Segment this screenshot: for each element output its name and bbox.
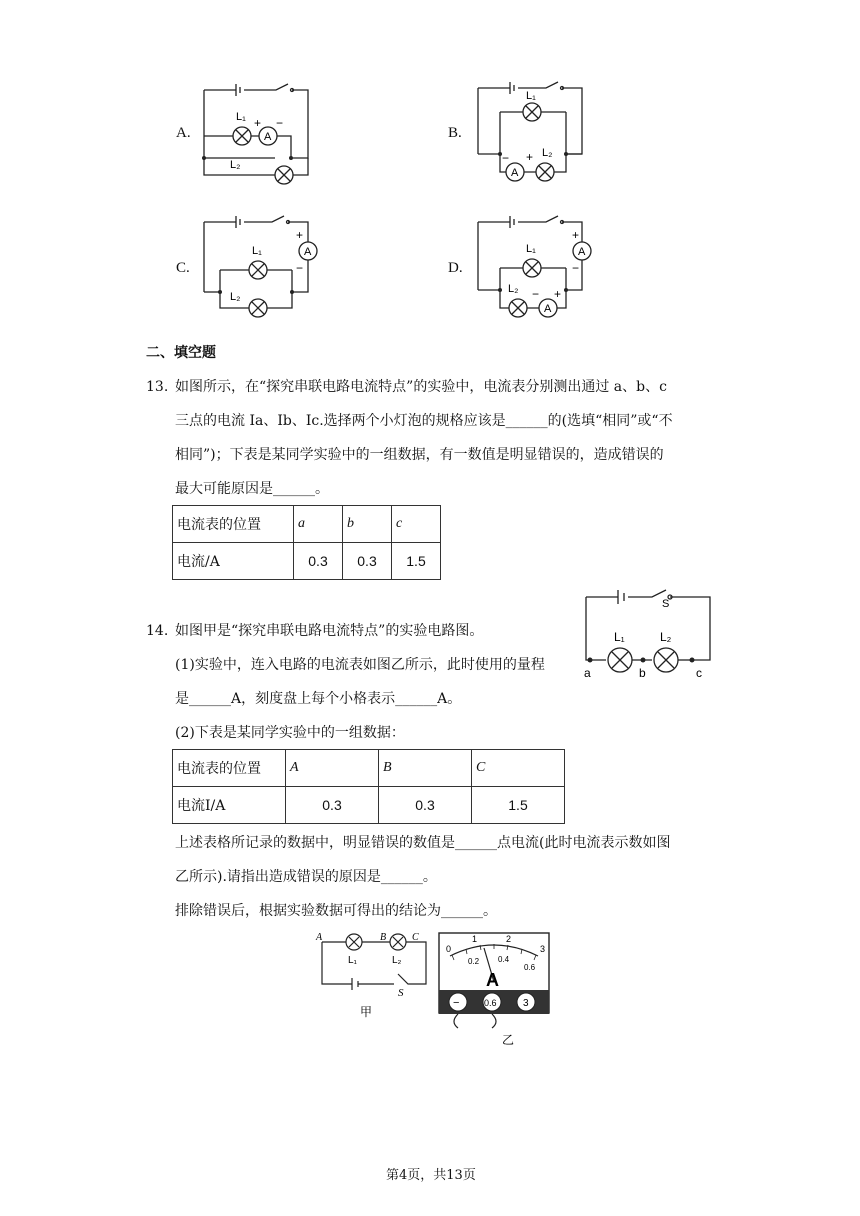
table-cell: a bbox=[294, 506, 343, 543]
table-cell: A bbox=[286, 750, 379, 787]
scale-0-label: 0 bbox=[446, 944, 452, 954]
l1-label: L₁ bbox=[252, 245, 262, 257]
plus-label: + bbox=[526, 150, 534, 164]
table-cell: 电流表的位置 bbox=[173, 506, 294, 543]
q14-line1: 如图甲是“探究串联电路电流特点”的实验电路图。 bbox=[175, 623, 484, 639]
q14-table bbox=[172, 749, 565, 824]
option-b-label: B. bbox=[448, 125, 462, 141]
table-cell: 0.3 bbox=[343, 543, 392, 580]
table-cell: 电流/A bbox=[173, 543, 294, 580]
q13-line4: 最大可能原因是______。 bbox=[175, 481, 329, 497]
table-cell: c bbox=[392, 506, 441, 543]
page-footer: 第4页，共13页 bbox=[386, 1168, 476, 1183]
l1-label: L₁ bbox=[236, 111, 246, 123]
q14-line2: (1)实验中，连入电路的电流表如图乙所示，此时使用的量程 bbox=[175, 657, 545, 673]
table-row bbox=[173, 506, 441, 543]
l2-label: L₂ bbox=[542, 147, 553, 159]
scale-06-label: 0.6 bbox=[524, 963, 536, 972]
ammeter-label-2: A bbox=[544, 303, 552, 315]
ammeter-label: A bbox=[511, 167, 519, 179]
table-cell: B bbox=[379, 750, 472, 787]
figure-yi-label: 乙 bbox=[502, 1033, 515, 1047]
ammeter-label: A bbox=[578, 246, 586, 258]
ammeter-yi-figure bbox=[436, 930, 556, 1048]
terminal-06-label: 0.6 bbox=[484, 998, 497, 1008]
scale-1-label: 1 bbox=[472, 934, 478, 944]
option-a-label: A. bbox=[176, 125, 191, 141]
q14-line5: 上述表格所记录的数据中，明显错误的数值是______点电流(此时电流表示数如图 bbox=[175, 835, 671, 851]
switch-label: S bbox=[398, 987, 404, 999]
terminal-3-label: 3 bbox=[523, 998, 529, 1009]
terminal-minus-label: − bbox=[453, 997, 460, 1009]
point-c-label: c bbox=[696, 666, 702, 680]
q13-line2: 三点的电流 Ia、Ib、Ic.选择两个小灯泡的规格应该是______的(选填“相同”或“不 bbox=[175, 413, 673, 429]
minus-label: − bbox=[276, 116, 284, 130]
q14-line6: 乙所示).请指出造成错误的原因是______。 bbox=[175, 869, 437, 885]
table-cell: 电流I/A bbox=[173, 787, 286, 824]
ammeter-symbol: A bbox=[486, 970, 499, 990]
table-row bbox=[173, 543, 441, 580]
table-row bbox=[173, 750, 565, 787]
q13-line1: 如图所示，在“探究串联电路电流特点”的实验中，电流表分别测出通过 a、b、c bbox=[175, 379, 667, 395]
l1-label: L₁ bbox=[614, 630, 625, 644]
q13-line3: 相同”)；下表是某同学实验中的一组数据，有一数值是明显错误的，造成错误的 bbox=[175, 447, 664, 463]
table-cell: 1.5 bbox=[472, 787, 565, 824]
l2-label: L₂ bbox=[230, 159, 241, 171]
l2-label: L₂ bbox=[392, 955, 402, 966]
l2-label: L₂ bbox=[508, 283, 519, 295]
table-row bbox=[173, 787, 565, 824]
table-cell: C bbox=[472, 750, 565, 787]
table-cell: 0.3 bbox=[286, 787, 379, 824]
table-cell: 0.3 bbox=[294, 543, 343, 580]
plus-label-2: + bbox=[554, 287, 562, 301]
option-c-label: C. bbox=[176, 260, 190, 276]
plus-label: + bbox=[254, 116, 262, 130]
option-a-circuit bbox=[196, 80, 316, 188]
ammeter-label: A bbox=[264, 131, 272, 143]
q14-line7: 排除错误后，根据实验数据可得出的结论为______。 bbox=[175, 903, 497, 919]
q13-number: 13. bbox=[146, 379, 169, 395]
scale-2-label: 2 bbox=[506, 934, 512, 944]
scale-02-label: 0.2 bbox=[468, 957, 480, 966]
ammeter-label: A bbox=[304, 246, 312, 258]
l1-label: L₁ bbox=[348, 955, 357, 966]
table-cell: 0.3 bbox=[379, 787, 472, 824]
minus-label-2: − bbox=[532, 287, 540, 301]
option-b-circuit bbox=[470, 78, 590, 190]
point-a-label: a bbox=[584, 666, 591, 680]
table-cell: 电流表的位置 bbox=[173, 750, 286, 787]
minus-label: − bbox=[296, 261, 304, 275]
l1-label: L₁ bbox=[526, 243, 536, 255]
q13-table bbox=[172, 505, 441, 580]
scale-3-label: 3 bbox=[540, 944, 546, 954]
series-circuit-figure bbox=[580, 585, 715, 680]
point-B-label: B bbox=[380, 932, 387, 943]
q14-line4: (2)下表是某同学实验中的一组数据： bbox=[175, 725, 405, 741]
point-A-label: A bbox=[316, 932, 323, 943]
circuit-jia-figure bbox=[314, 928, 434, 1023]
point-C-label: C bbox=[412, 932, 419, 943]
q14-number: 14. bbox=[146, 623, 169, 639]
option-c-circuit bbox=[196, 212, 326, 324]
l1-label: L₁ bbox=[526, 90, 536, 102]
point-b-label: b bbox=[639, 666, 646, 680]
table-cell: b bbox=[343, 506, 392, 543]
figure-jia-label: 甲 bbox=[360, 1005, 373, 1019]
minus-label: − bbox=[572, 261, 580, 275]
l2-label: L₂ bbox=[660, 630, 672, 644]
plus-label: + bbox=[296, 228, 304, 242]
option-d-circuit bbox=[470, 212, 600, 324]
section-title: 二、填空题 bbox=[146, 345, 216, 361]
minus-label: − bbox=[502, 151, 510, 165]
option-d-label: D. bbox=[448, 260, 463, 276]
q14-line3: 是______A，刻度盘上每个小格表示______A。 bbox=[175, 691, 462, 707]
switch-label: S bbox=[662, 598, 670, 610]
scale-04-label: 0.4 bbox=[498, 955, 510, 964]
table-cell: 1.5 bbox=[392, 543, 441, 580]
l2-label: L₂ bbox=[230, 291, 241, 303]
plus-label: + bbox=[572, 228, 580, 242]
